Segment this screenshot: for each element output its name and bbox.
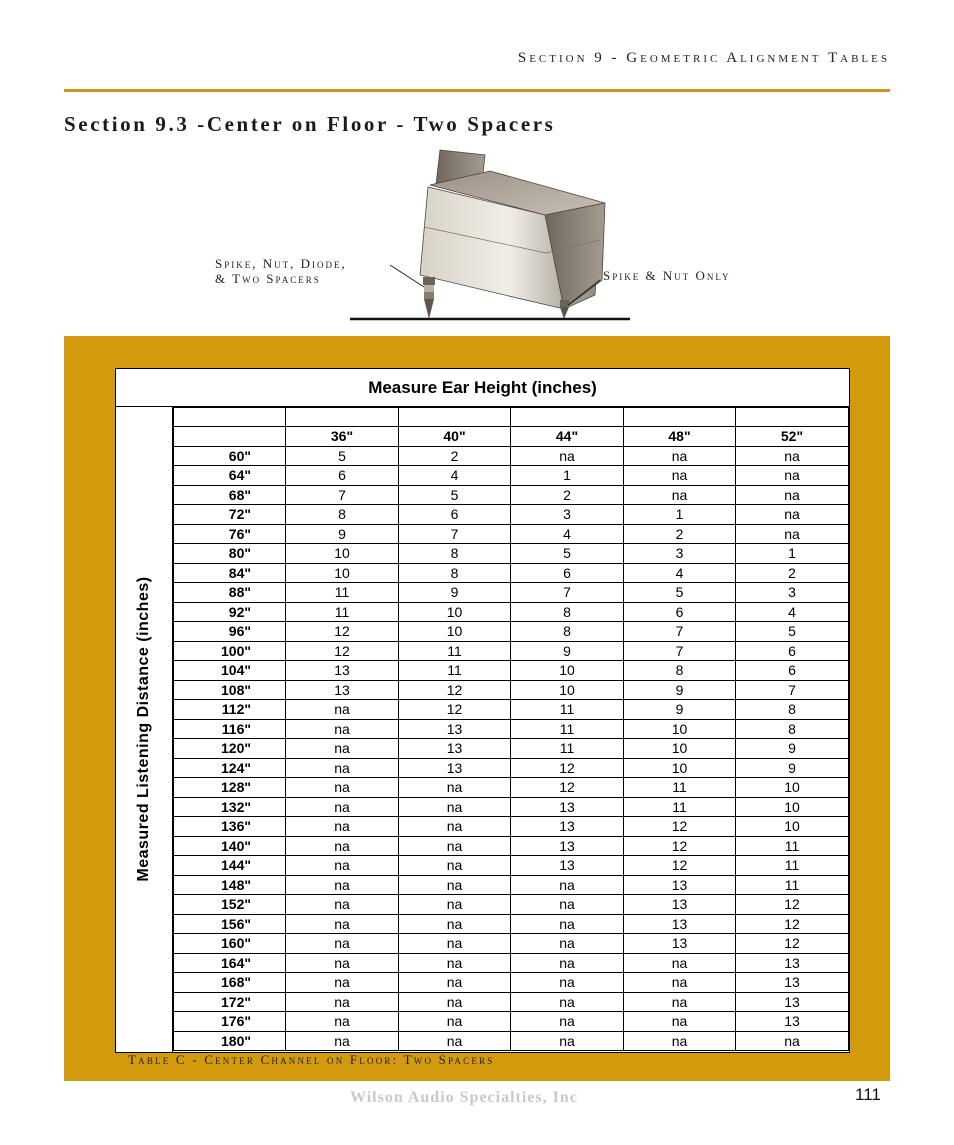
table-cell: na [286, 797, 399, 817]
row-header: 100" [174, 641, 286, 661]
table-cell: 1 [736, 544, 849, 564]
table-row [174, 875, 849, 895]
table-cell: na [511, 953, 624, 973]
table-cell: 9 [624, 700, 736, 720]
table-cell: 13 [511, 817, 624, 837]
table-cell: na [511, 1031, 624, 1051]
table-row [174, 1012, 849, 1032]
table-cell: na [286, 739, 399, 759]
table-cell: na [511, 1012, 624, 1032]
row-header: 160" [174, 934, 286, 954]
table-cell: na [624, 1012, 736, 1032]
column-header-row [174, 427, 849, 447]
table-cell: 11 [511, 719, 624, 739]
table-cell: na [736, 505, 849, 525]
table-cell: na [286, 817, 399, 837]
table-cell: 13 [624, 934, 736, 954]
row-header: 64" [174, 466, 286, 486]
table-cell: na [399, 875, 511, 895]
table-cell: na [511, 895, 624, 915]
row-header: 68" [174, 485, 286, 505]
table-row [174, 719, 849, 739]
row-header: 84" [174, 563, 286, 583]
table-cell: 8 [736, 700, 849, 720]
table-row [174, 992, 849, 1012]
table-cell: 9 [736, 758, 849, 778]
table-cell: na [399, 797, 511, 817]
table-cell: na [286, 700, 399, 720]
table-cell: 11 [511, 739, 624, 759]
table-row [174, 485, 849, 505]
table-cell: na [736, 1031, 849, 1051]
table-cell: 9 [286, 524, 399, 544]
table-cell: 10 [511, 680, 624, 700]
table-cell: 13 [736, 953, 849, 973]
row-header: 120" [174, 739, 286, 759]
row-header: 164" [174, 953, 286, 973]
table-row [174, 641, 849, 661]
table-cell: na [286, 992, 399, 1012]
callout-left-line1: Spike, Nut, Diode, [215, 256, 347, 271]
section-heading: Section 9.3 -Center on Floor - Two Spacers [64, 112, 556, 136]
row-header: 80" [174, 544, 286, 564]
table-row [174, 953, 849, 973]
table-cell: 1 [511, 466, 624, 486]
table-cell: na [399, 1012, 511, 1032]
table-cell: 13 [399, 758, 511, 778]
table-cell: 12 [736, 895, 849, 915]
column-header: 36" [286, 427, 399, 447]
row-header: 92" [174, 602, 286, 622]
table-cell: 7 [736, 680, 849, 700]
table-cell: 12 [624, 836, 736, 856]
row-header: 112" [174, 700, 286, 720]
table-cell: na [736, 485, 849, 505]
table-cell: 9 [399, 583, 511, 603]
alignment-grid [173, 407, 849, 1051]
table-cell: 12 [736, 914, 849, 934]
table-cell: na [399, 973, 511, 993]
table-cell: na [399, 953, 511, 973]
table-row [174, 602, 849, 622]
table-cell: na [399, 856, 511, 876]
table-cell: 10 [399, 602, 511, 622]
table-cell: 13 [736, 992, 849, 1012]
table-cell: 13 [399, 719, 511, 739]
table-cell: 3 [511, 505, 624, 525]
table-cell: 5 [624, 583, 736, 603]
row-header: 136" [174, 817, 286, 837]
table-cell: na [286, 719, 399, 739]
table-cell: 7 [399, 524, 511, 544]
column-header: 40" [399, 427, 511, 447]
table-cell: 2 [399, 446, 511, 466]
table-cell: 7 [286, 485, 399, 505]
table-cell: 4 [511, 524, 624, 544]
table-cell: 8 [286, 505, 399, 525]
table-cell: 8 [399, 563, 511, 583]
table-cell: 11 [736, 856, 849, 876]
table-cell: na [286, 1012, 399, 1032]
table-row [174, 817, 849, 837]
table-cell: na [736, 524, 849, 544]
table-cell: 2 [736, 563, 849, 583]
table-cell: na [624, 466, 736, 486]
table-row [174, 1031, 849, 1051]
table-cell: 11 [399, 661, 511, 681]
table-cell: 4 [736, 602, 849, 622]
row-header: 140" [174, 836, 286, 856]
table-cell: 11 [624, 778, 736, 798]
table-row [174, 778, 849, 798]
table-cell: 10 [736, 817, 849, 837]
table-row [174, 583, 849, 603]
table-cell: 13 [399, 739, 511, 759]
table-cell: 6 [399, 505, 511, 525]
table-cell: na [286, 856, 399, 876]
table-cell: 11 [286, 602, 399, 622]
table-row [174, 700, 849, 720]
table-cell: 8 [511, 622, 624, 642]
table-cell: na [624, 992, 736, 1012]
table-cell: na [624, 485, 736, 505]
row-header: 128" [174, 778, 286, 798]
table-row [174, 914, 849, 934]
table-row [174, 446, 849, 466]
row-header: 124" [174, 758, 286, 778]
column-header: 44" [511, 427, 624, 447]
callout-left-line2: & Two Spacers [215, 271, 321, 286]
callout-spike-nut-diode-spacers [215, 256, 347, 286]
table-cell: na [624, 446, 736, 466]
table-cell: 2 [511, 485, 624, 505]
table-cell: 6 [624, 602, 736, 622]
table-cell: 12 [399, 700, 511, 720]
row-header: 148" [174, 875, 286, 895]
table-cell: 13 [624, 914, 736, 934]
table-cell: na [511, 992, 624, 1012]
table-cell: na [624, 953, 736, 973]
table-cell: 13 [736, 1012, 849, 1032]
row-header: 60" [174, 446, 286, 466]
table-cell: na [399, 778, 511, 798]
row-header: 144" [174, 856, 286, 876]
table-cell: na [286, 973, 399, 993]
table-cell: 6 [511, 563, 624, 583]
table-cell: 11 [286, 583, 399, 603]
table-row [174, 895, 849, 915]
table-cell: 8 [624, 661, 736, 681]
table-row [174, 661, 849, 681]
table-cell: 2 [624, 524, 736, 544]
table-cell: 5 [511, 544, 624, 564]
table-cell: 10 [624, 739, 736, 759]
corner-cell [174, 427, 286, 447]
table-cell: na [286, 1031, 399, 1051]
table-cell: 12 [399, 680, 511, 700]
table-cell: na [399, 895, 511, 915]
row-header: 176" [174, 1012, 286, 1032]
column-header: 48" [624, 427, 736, 447]
table-cell: 12 [511, 758, 624, 778]
table-row [174, 973, 849, 993]
row-axis-label-cell [116, 407, 173, 1052]
row-axis-label: Measured Listening Distance (inches) [135, 576, 152, 882]
table-cell: 3 [736, 583, 849, 603]
table-cell: na [511, 875, 624, 895]
row-header: 108" [174, 680, 286, 700]
table-title: Measure Ear Height (inches) [116, 369, 849, 407]
table-row [174, 758, 849, 778]
table-cell: na [286, 758, 399, 778]
table-cell: na [511, 914, 624, 934]
table-cell: na [511, 446, 624, 466]
row-header: 180" [174, 1031, 286, 1051]
table-cell: 13 [736, 973, 849, 993]
table-cell: na [399, 914, 511, 934]
table-cell: 13 [511, 856, 624, 876]
table-row [174, 739, 849, 759]
table-cell: 8 [511, 602, 624, 622]
table-cell: na [399, 817, 511, 837]
table-cell: 8 [399, 544, 511, 564]
table-cell: 5 [399, 485, 511, 505]
table-cell: 13 [511, 836, 624, 856]
table-cell: na [286, 953, 399, 973]
table-cell: 7 [624, 622, 736, 642]
table-row [174, 622, 849, 642]
table-cell: na [286, 836, 399, 856]
table-cell: na [286, 895, 399, 915]
column-header: 52" [736, 427, 849, 447]
table-row [174, 466, 849, 486]
table-cell: 11 [736, 836, 849, 856]
table-row [174, 524, 849, 544]
header-spacer-row [174, 408, 849, 427]
table-cell: 10 [624, 758, 736, 778]
table-row [174, 563, 849, 583]
table-row [174, 505, 849, 525]
row-header: 104" [174, 661, 286, 681]
alignment-table [115, 368, 850, 1053]
table-cell: na [511, 973, 624, 993]
table-cell: 11 [736, 875, 849, 895]
table-cell: 8 [736, 719, 849, 739]
table-row [174, 856, 849, 876]
callout-spike-nut-only: Spike & Nut Only [603, 268, 731, 283]
table-cell: 13 [286, 680, 399, 700]
table-cell: 9 [624, 680, 736, 700]
table-cell: 10 [624, 719, 736, 739]
table-cell: 12 [286, 641, 399, 661]
table-cell: 5 [286, 446, 399, 466]
table-cell: 12 [286, 622, 399, 642]
table-cell: na [624, 1031, 736, 1051]
table-cell: 13 [286, 661, 399, 681]
row-header: 96" [174, 622, 286, 642]
table-cell: na [624, 973, 736, 993]
table-cell: na [286, 778, 399, 798]
row-header: 172" [174, 992, 286, 1012]
table-cell: 13 [624, 895, 736, 915]
table-cell: 10 [511, 661, 624, 681]
table-cell: na [399, 1031, 511, 1051]
row-header: 76" [174, 524, 286, 544]
table-cell: 11 [399, 641, 511, 661]
table-row [174, 680, 849, 700]
row-header: 156" [174, 914, 286, 934]
table-cell: na [286, 875, 399, 895]
table-cell: na [399, 836, 511, 856]
row-header: 132" [174, 797, 286, 817]
table-cell: 5 [736, 622, 849, 642]
table-cell: 12 [624, 856, 736, 876]
table-cell: 10 [286, 563, 399, 583]
table-cell: 9 [736, 739, 849, 759]
table-cell: 7 [624, 641, 736, 661]
header-divider [64, 89, 890, 92]
table-cell: 6 [286, 466, 399, 486]
table-cell: 10 [286, 544, 399, 564]
table-row [174, 836, 849, 856]
row-header: 152" [174, 895, 286, 915]
table-cell: na [399, 934, 511, 954]
table-cell: na [286, 934, 399, 954]
table-cell: 12 [624, 817, 736, 837]
table-row [174, 797, 849, 817]
table-cell: 7 [511, 583, 624, 603]
table-cell: 11 [511, 700, 624, 720]
table-cell: 10 [736, 797, 849, 817]
table-cell: na [286, 914, 399, 934]
row-header: 88" [174, 583, 286, 603]
speaker-on-floor-illustration [200, 145, 800, 330]
table-cell: na [399, 992, 511, 1012]
footer-logo: Wilson Audio Specialties, Inc [350, 1089, 578, 1106]
table-caption: Table C - Center Channel on Floor: Two Spacers [128, 1052, 495, 1067]
table-cell: 4 [624, 563, 736, 583]
table-cell: 13 [624, 875, 736, 895]
table-cell: 12 [511, 778, 624, 798]
table-cell: 4 [399, 466, 511, 486]
table-row [174, 934, 849, 954]
table-cell: 12 [736, 934, 849, 954]
table-cell: 10 [399, 622, 511, 642]
table-cell: 10 [736, 778, 849, 798]
table-row [174, 544, 849, 564]
table-cell: 6 [736, 661, 849, 681]
table-cell: 11 [624, 797, 736, 817]
row-header: 116" [174, 719, 286, 739]
table-cell: 13 [511, 797, 624, 817]
row-header: 72" [174, 505, 286, 525]
table-cell: 6 [736, 641, 849, 661]
table-cell: na [736, 446, 849, 466]
row-header: 168" [174, 973, 286, 993]
table-cell: 1 [624, 505, 736, 525]
running-header: Section 9 - Geometric Alignment Tables [517, 50, 890, 66]
table-cell: 9 [511, 641, 624, 661]
table-cell: na [736, 466, 849, 486]
table-cell: na [511, 934, 624, 954]
table-cell: 3 [624, 544, 736, 564]
page-number: 111 [855, 1085, 881, 1104]
